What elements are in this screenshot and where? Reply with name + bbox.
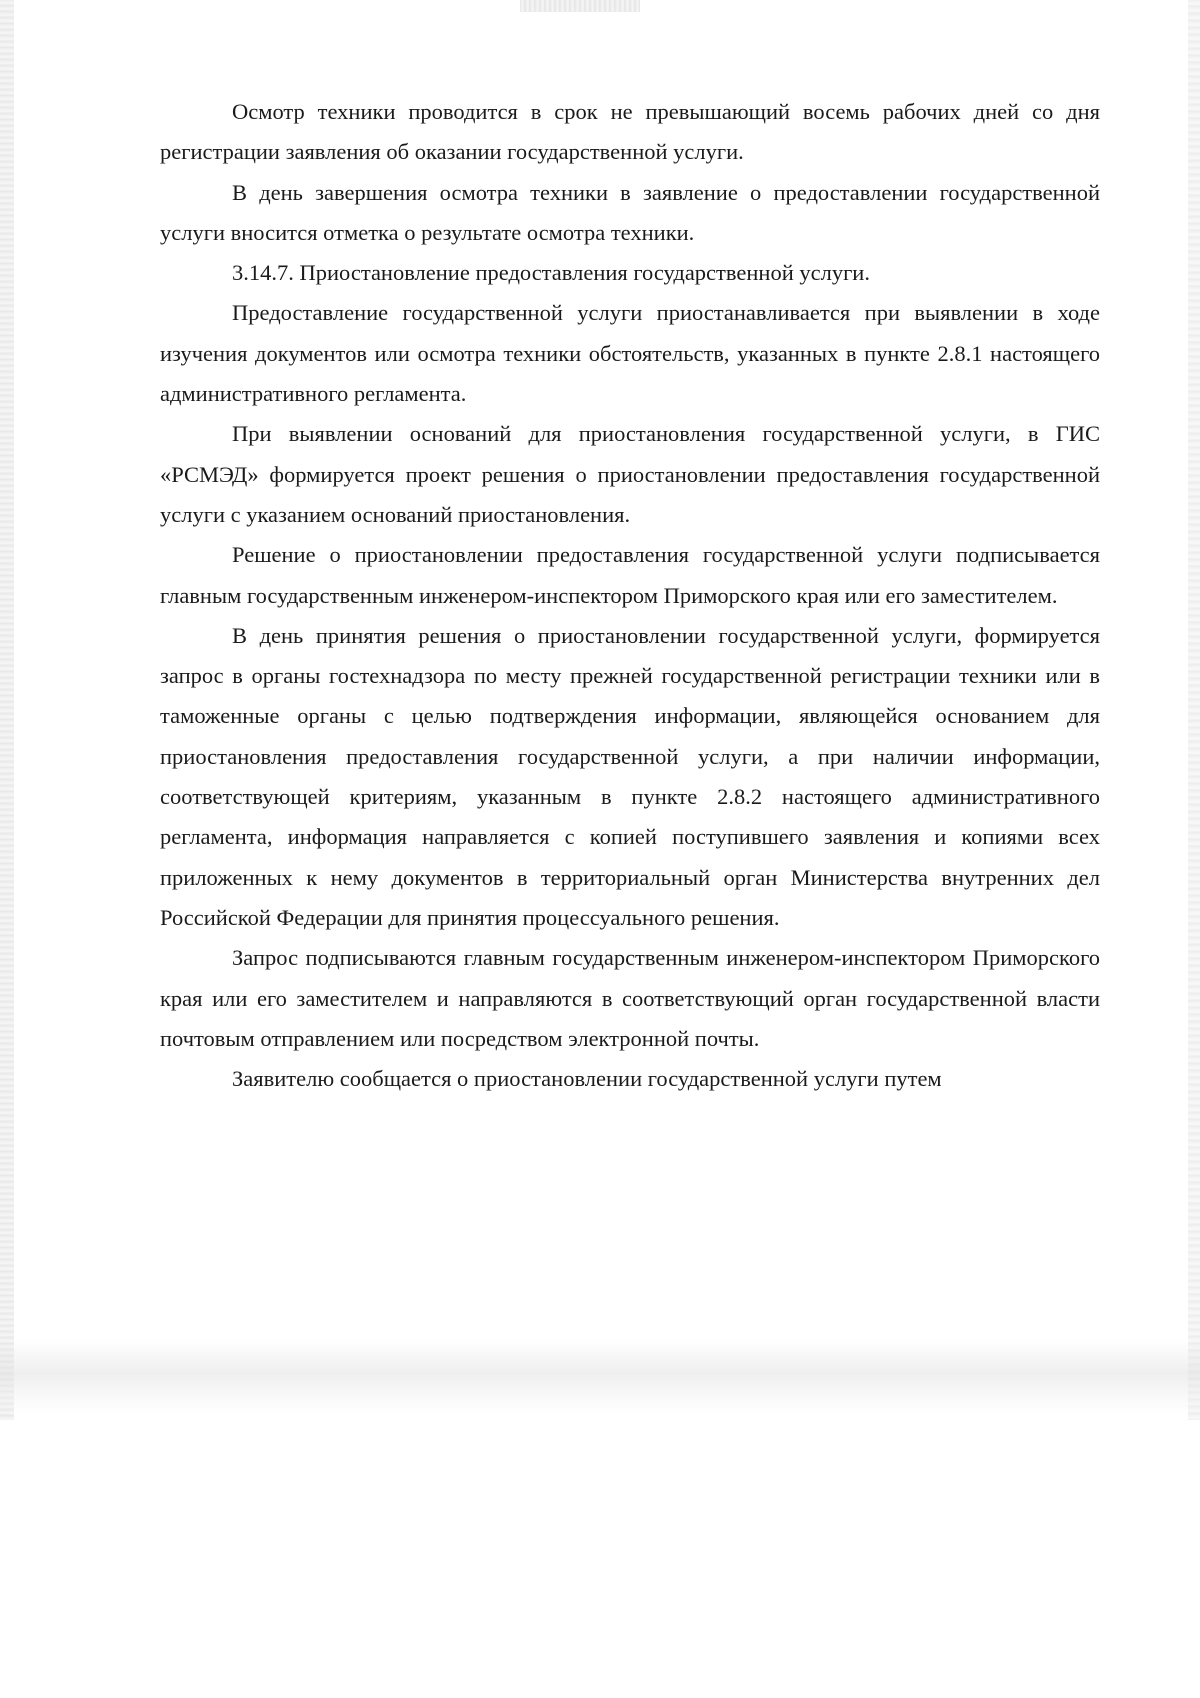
scan-artifact-right bbox=[1188, 0, 1200, 1420]
scan-artifact-top bbox=[520, 0, 640, 12]
document-body bbox=[160, 92, 1100, 1099]
paragraph-suspension-signing: Решение о приостановлении предоставления государственной услуги подписывается главным государственным инженером-инспектором Приморского края или его заместителем. bbox=[160, 542, 1100, 608]
paragraph-request-formation: В день принятия решения о приостановлении государственной услуги, формируется запрос в органы гостехнадзора по месту прежней государственной регистрации техники или в таможенные органы с целью подтверждения информации, являющейся основанием для приостановления предоставления государственной услуги, а при наличии информации, соответствующей критериям, указанным в пункте 2.8.2 настоящего административного регламента, информация направляется с копией поступившего заявления и копиями всех приложенных к нему документов в территориальный орган Министерства внутренних дел Российской Федерации для принятия процессуального решения. bbox=[160, 622, 1100, 930]
scan-artifact-left bbox=[0, 0, 14, 1420]
paragraph-applicant-notice: Заявителю сообщается о приостановлении государственной услуги путем bbox=[232, 1066, 942, 1092]
paragraph-suspension-draft: При выявлении оснований для приостановления государственной услуги, в ГИС «РСМЭД» формируется проект решения о приостановлении предоставления государственной услуги с указанием оснований приостановления. bbox=[160, 421, 1100, 527]
paragraph-inspection-mark: В день завершения осмотра техники в заявление о предоставлении государственной услуги вносится отметка о результате осмотра техники. bbox=[160, 179, 1100, 245]
paragraph-inspection-term: Осмотр техники проводится в срок не превышающий восемь рабочих дней со дня регистрации заявления об оказании государственной услуги. bbox=[160, 99, 1100, 165]
section-heading-3-14-7: 3.14.7. Приостановление предоставления государственной услуги. bbox=[232, 260, 870, 286]
paragraph-request-signing: Запрос подписываются главным государственным инженером-инспектором Приморского края или его заместителем и направляются в соответствующий орган государственной власти почтовым отправлением или посредством электронной почты. bbox=[160, 945, 1100, 1051]
paragraph-suspension-grounds: Предоставление государственной услуги приостанавливается при выявлении в ходе изучения документов или осмотра техники обстоятельств, указанных в пункте 2.8.1 настоящего административного регламента. bbox=[160, 300, 1100, 407]
scan-artifact-bottom bbox=[0, 1340, 1200, 1415]
